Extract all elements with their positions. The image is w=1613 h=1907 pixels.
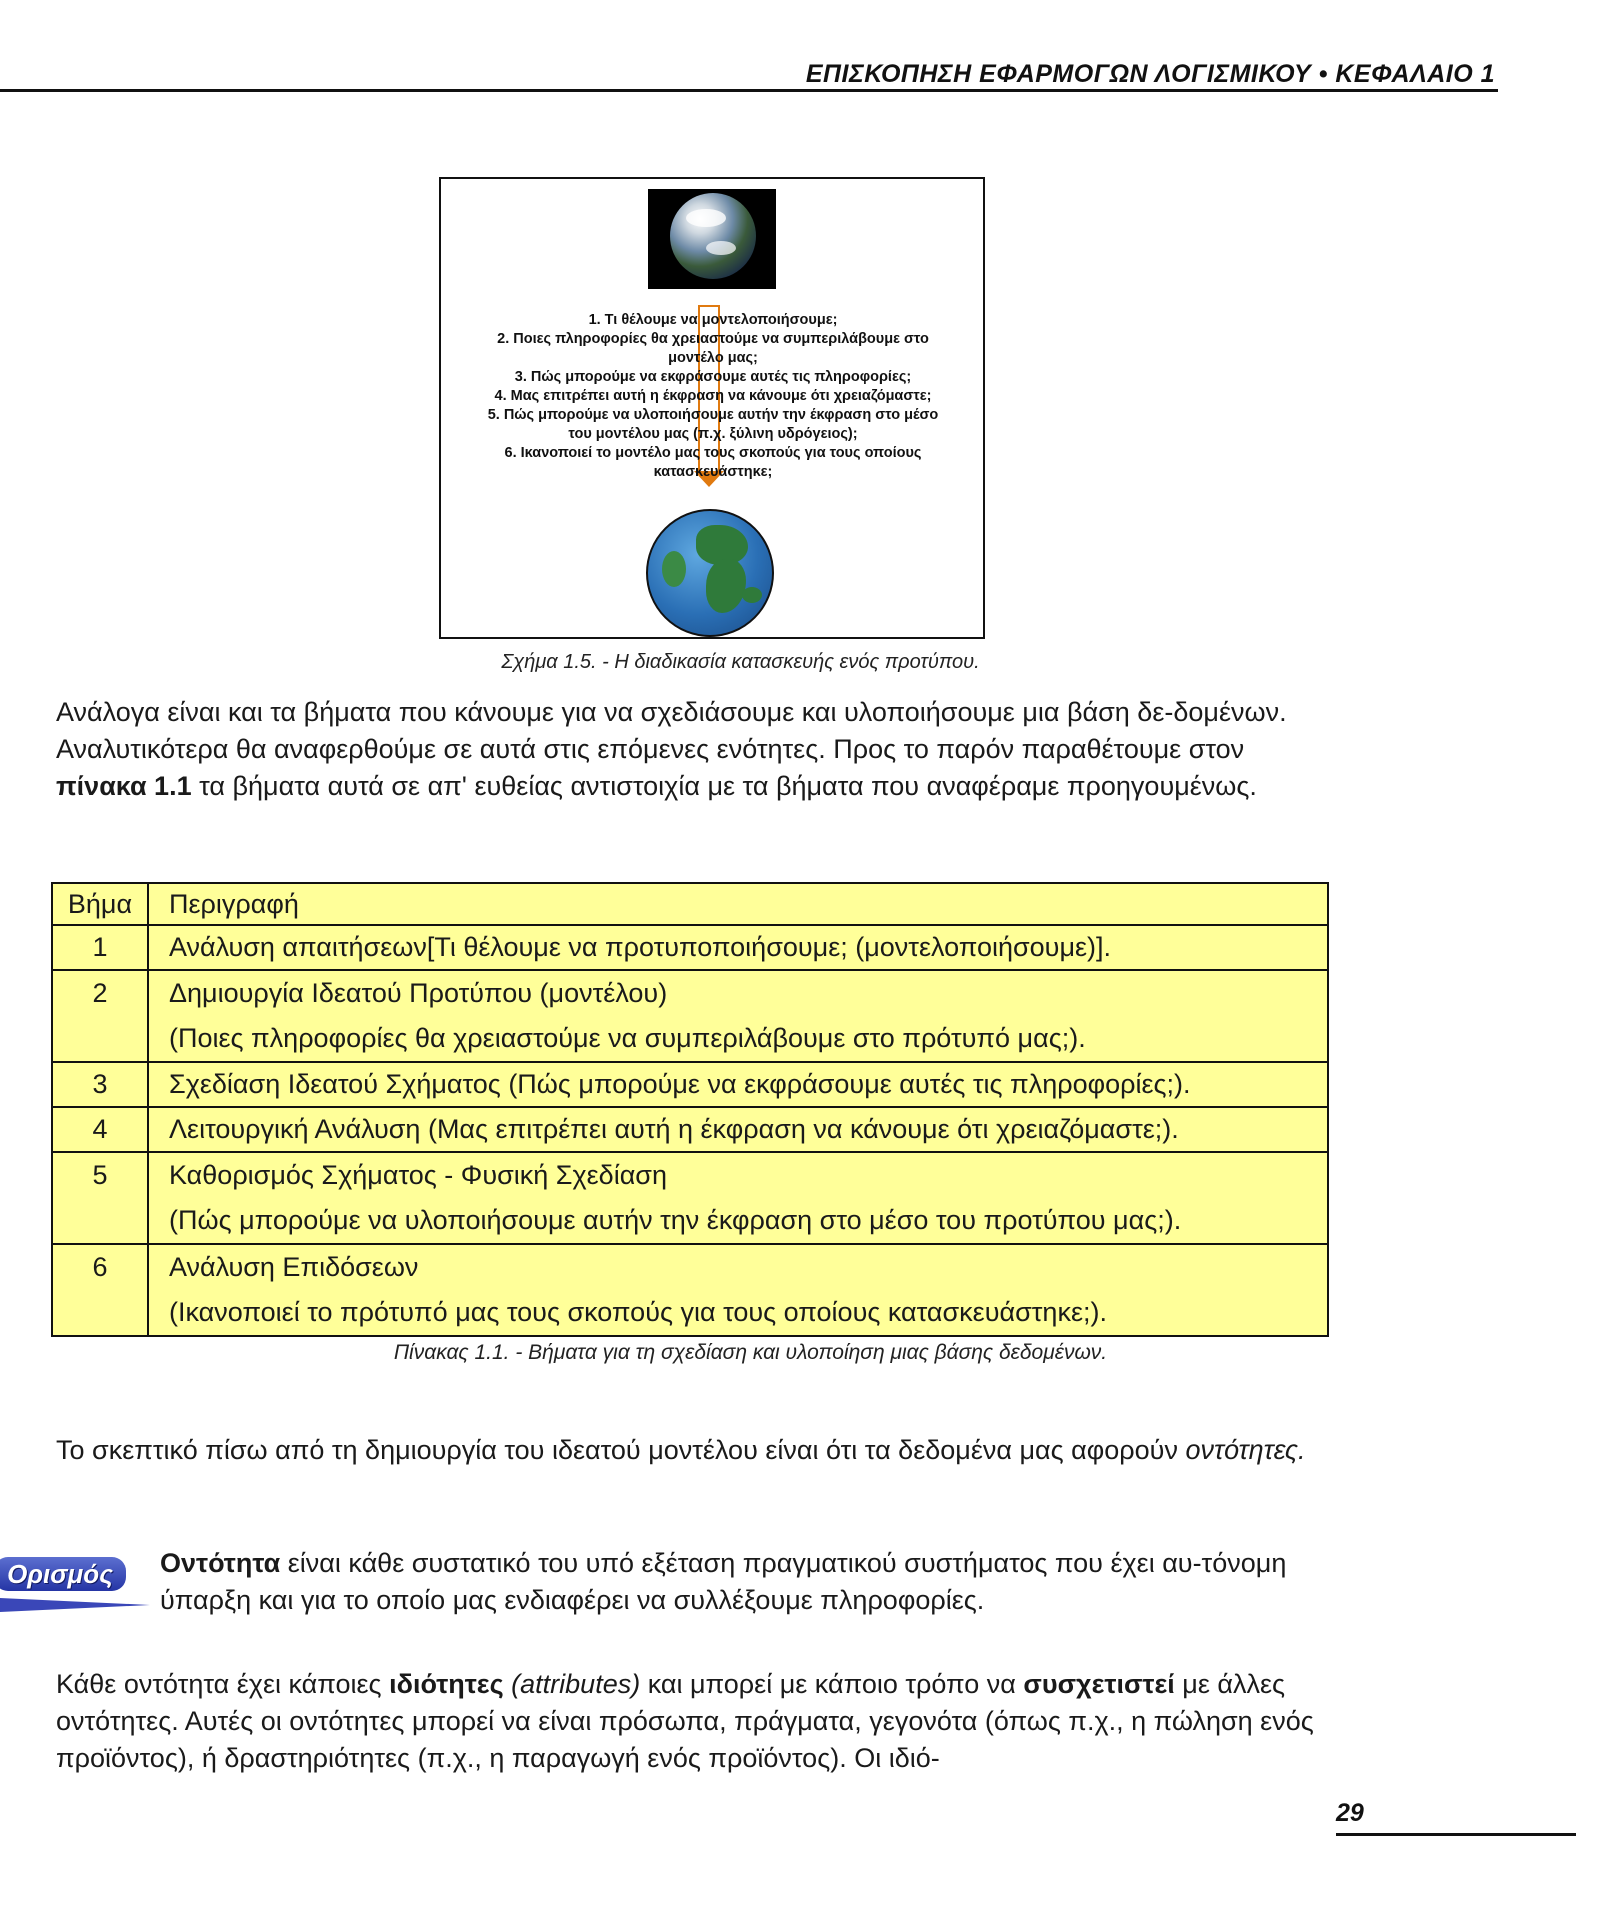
step-number: 1 [52, 925, 148, 970]
step-description: Ανάλυση απαιτήσεων[Τι θέλουμε να προτυποποιήσουμε; (μοντελοποιήσουμε)]. [148, 925, 1328, 970]
table-row [52, 925, 1328, 970]
definition-badge: Ορισμός [0, 1557, 126, 1591]
header-step: Βήμα [52, 883, 148, 925]
paragraph-entities: Το σκεπτικό πίσω από τη δημιουργία του ιδεατού μοντέλου είναι ότι τα δεδομένα μας αφορούν οντότητες. [56, 1435, 1306, 1465]
step-description: Δημιουργία Ιδεατού Προτύπου (μοντέλου) (Ποιες πληροφορίες θα χρειαστούμε να συμπεριλάβουμε στο πρότυπό μας;). [148, 970, 1328, 1062]
entities-term: οντότητες. [1185, 1435, 1306, 1465]
definition-text: Οντότητα είναι κάθε συστατικό του υπό εξέταση πραγματικού συστήματος που έχει αυ-τόνομη ύπαρξη και για το οποίο μας ενδιαφέρει να συλλέξουμε πληροφορίες. [160, 1548, 1287, 1615]
figure-model-process [439, 177, 985, 639]
header-description: Περιγραφή [148, 883, 1328, 925]
figure-step-list [449, 311, 977, 482]
figure-step: 3. Πώς μπορούμε να εκφράσουμε αυτές τις πληροφορίες; [514, 369, 912, 385]
table-header-row [52, 883, 1328, 925]
step-description: Σχεδίαση Ιδεατού Σχήματος (Πώς μπορούμε να εκφράσουμε αυτές τις πληροφορίες;). [148, 1062, 1328, 1107]
definition-term: Οντότητα [160, 1548, 281, 1578]
figure-step: μοντέλο μας; [668, 350, 758, 366]
header-rule [0, 89, 1498, 92]
step-number: 3 [52, 1062, 148, 1107]
figure-step: 1. Τι θέλουμε να μοντελοποιήσουμε; [588, 312, 838, 328]
table-row [52, 1152, 1328, 1244]
table-row [52, 970, 1328, 1062]
steps-table [51, 882, 1329, 1337]
footer-rule [1336, 1833, 1576, 1836]
figure-step: κατασκευάστηκε; [653, 464, 773, 480]
definition-arrow-icon [0, 1598, 150, 1612]
step-number: 6 [52, 1244, 148, 1336]
figure-step: 2. Ποιες πληροφορίες θα χρειαστούμε να συμπεριλάβουμε στο [497, 331, 929, 347]
relate-term: συσχετιστεί [1023, 1669, 1175, 1699]
step-description: Καθορισμός Σχήματος - Φυσική Σχεδίαση (Πώς μπορούμε να υλοποιήσουμε αυτήν την έκφραση στο μέσο του προτύπου μας;). [148, 1152, 1328, 1244]
attributes-term: ιδιότητες [389, 1669, 504, 1699]
step-number: 5 [52, 1152, 148, 1244]
globe-map-icon [646, 509, 774, 637]
table-row [52, 1107, 1328, 1152]
step-number: 4 [52, 1107, 148, 1152]
figure-step: 4. Μας επιτρέπει αυτή η έκφραση να κάνουμε ότι χρειαζόμαστε; [494, 388, 932, 404]
table-reference: πίνακα 1.1 [56, 771, 192, 801]
paragraph-attributes: Κάθε οντότητα έχει κάποιες ιδιότητες (attributes) και μπορεί με κάποιο τρόπο να συσχετιστεί με άλλες οντότητες. Αυτές οι οντότητες μπορεί να είναι πρόσωπα, πράγματα, γεγονότα (όπως π.χ., η πώληση ενός προϊόντος), ή δραστηριότητες (π.χ., η παραγωγή ενός προϊόντος). Οι ιδιό- [56, 1669, 1314, 1773]
paragraph-intro: Ανάλογα είναι και τα βήματα που κάνουμε για να σχεδιάσουμε και υλοποιήσουμε μια βάση δε-δομένων. Αναλυτικότερα θα αναφερθούμε σε αυτά στις επόμενες ενότητες. Προς το παρόν παραθέτουμε στον πίνακα 1.1 τα βήματα αυτά σε απ' ευθείας αντιστοιχία με τα βήματα που αναφέραμε προηγουμένως. [56, 697, 1287, 801]
table-caption: Πίνακας 1.1. - Βήματα για τη σχεδίαση και υλοποίηση μιας βάσης δεδομένων. [393, 1341, 1108, 1364]
step-description: Ανάλυση Επιδόσεων (Ικανοποιεί το πρότυπό μας τους σκοπούς για τους οποίους κατασκευάστηκε;). [148, 1244, 1328, 1336]
running-header: ΕΠΙΣΚΟΠΗΣΗ ΕΦΑΡΜΟΓΩΝ ΛΟΓΙΣΜΙΚΟΥ • ΚΕΦΑΛΑΙΟ 1 [805, 60, 1495, 88]
table-row [52, 1244, 1328, 1336]
step-description: Λειτουργική Ανάλυση (Μας επιτρέπει αυτή η έκφραση να κάνουμε ότι χρειαζόμαστε;). [148, 1107, 1328, 1152]
page-number: 29 [1336, 1799, 1364, 1827]
figure-step: 5. Πώς μπορούμε να υλοποιήσουμε αυτήν την έκφραση στο μέσο [487, 407, 939, 423]
figure-caption: Σχήμα 1.5. - Η διαδικασία κατασκευής ενός προτύπου. [501, 651, 980, 673]
figure-step: 6. Ικανοποιεί το μοντέλο μας τους σκοπούς για τους οποίους [504, 445, 922, 461]
earth-photo-icon [648, 189, 776, 289]
figure-step: του μοντέλου μας (π.χ. ξύλινη υδρόγειος); [568, 426, 858, 442]
step-number: 2 [52, 970, 148, 1062]
table-row [52, 1062, 1328, 1107]
